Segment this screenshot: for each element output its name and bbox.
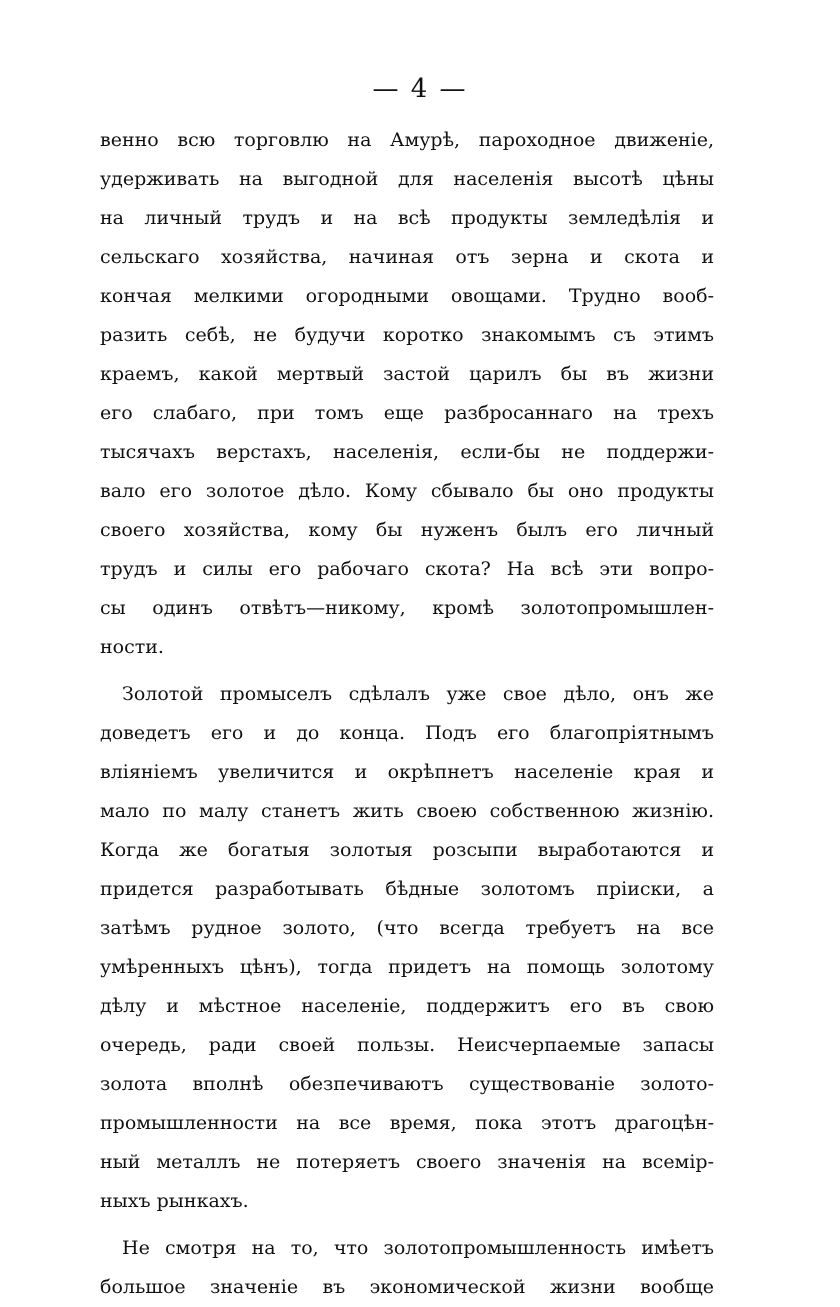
text-line: его слабаго, при томъ еще разбросаннаго на трехъ xyxy=(100,402,714,424)
text-line: ный металлъ не потеряетъ своего значенія на всемір- xyxy=(100,1151,714,1173)
text-line: Когда же богатыя золотыя розсыпи выработаются и xyxy=(100,839,714,861)
page-text xyxy=(100,121,714,1307)
text-line: вало его золотое дѣло. Кому сбывало бы оно продукты xyxy=(100,480,714,502)
text-line: вліяніемъ увеличится и окрѣпнетъ населеніе края и xyxy=(100,761,714,783)
text-line: разить себѣ, не будучи коротко знакомымъ съ этимъ xyxy=(100,324,714,346)
text-line: Золотой промыселъ сдѣлалъ уже свое дѣло, онъ же xyxy=(122,683,714,705)
text-line: венно всю торговлю на Амурѣ, пароходное движеніе, xyxy=(100,129,714,151)
text-line: удерживать на выгодной для населенія высотѣ цѣны xyxy=(100,168,714,190)
text-line: кончая мелкими огородными овощами. Трудно вооб- xyxy=(100,285,714,307)
paragraph-3 xyxy=(100,1229,714,1307)
text-line: промышленности на все время, пока этотъ драгоцѣн- xyxy=(100,1112,714,1134)
text-line: ности. xyxy=(100,636,164,658)
paragraph-2 xyxy=(100,675,714,1221)
text-line: на личный трудъ и на всѣ продукты земледѣлія и xyxy=(100,207,714,229)
text-line: доведетъ его и до конца. Подъ его благопріятнымъ xyxy=(100,722,714,744)
text-line: затѣмъ рудное золото, (что всегда требуетъ на все xyxy=(100,917,714,939)
text-line: мало по малу станетъ жить своею собственною жизнію. xyxy=(100,800,714,822)
text-line: придется разработывать бѣдные золотомъ пріиски, а xyxy=(100,878,714,900)
text-line: тысячахъ верстахъ, населенія, если-бы не поддержи- xyxy=(100,441,714,463)
text-line: большое значеніе въ экономической жизни вообще xyxy=(100,1276,714,1298)
text-line: трудъ и силы его рабочаго скота? На всѣ эти вопро- xyxy=(100,558,714,580)
paragraph-1 xyxy=(100,121,714,667)
page-number: — 4 — xyxy=(372,74,468,104)
paragraph-gap xyxy=(100,667,714,675)
text-line: сы одинъ отвѣтъ—никому, кромѣ золотопромышлен- xyxy=(100,597,714,619)
text-line: дѣлу и мѣстное населеніе, поддержитъ его въ свою xyxy=(100,995,714,1017)
text-line: умѣренныхъ цѣнъ), тогда придетъ на помощь золотому xyxy=(100,956,714,978)
text-line: золота вполнѣ обезпечиваютъ существованіе золото- xyxy=(100,1073,714,1095)
text-line: Не смотря на то, что золотопромышленность имѣетъ xyxy=(122,1237,714,1259)
paragraph-gap xyxy=(100,1221,714,1229)
text-line: своего хозяйства, кому бы нуженъ былъ его личный xyxy=(100,519,714,541)
text-line: очередь, ради своей пользы. Неисчерпаемые запасы xyxy=(100,1034,714,1056)
text-line: краемъ, какой мертвый застой царилъ бы въ жизни xyxy=(100,363,714,385)
text-line: ныхъ рынкахъ. xyxy=(100,1190,249,1212)
text-line: сельскаго хозяйства, начиная отъ зерна и скота и xyxy=(100,246,714,268)
